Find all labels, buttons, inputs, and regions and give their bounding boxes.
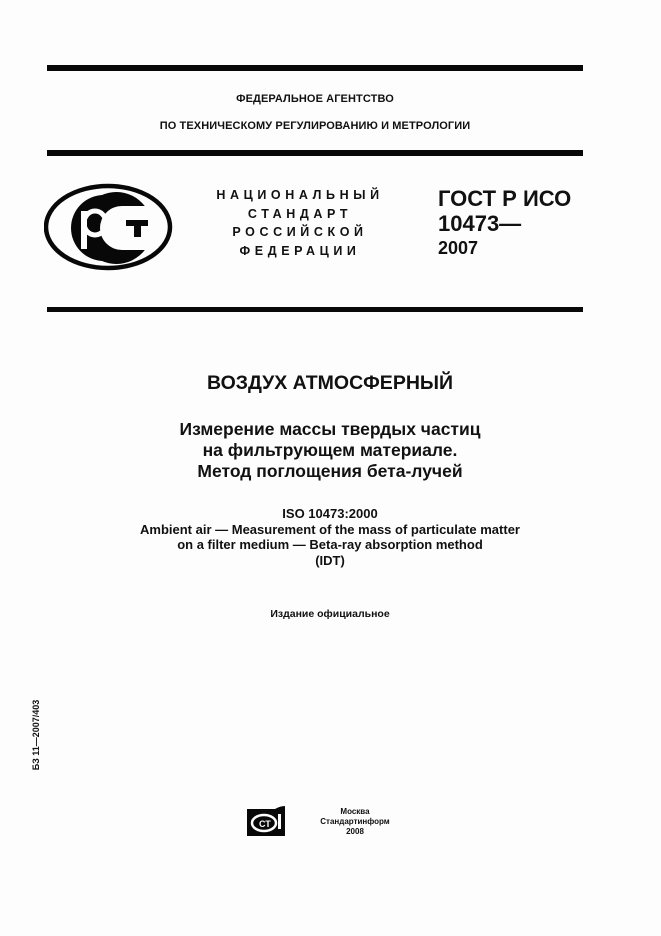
- subtitle-line: Измерение массы твердых частиц: [179, 419, 481, 439]
- document-title: ВОЗДУХ АТМОСФЕРНЫЙ: [206, 372, 454, 394]
- national-line: ФЕДЕРАЦИИ: [239, 243, 361, 258]
- designation-line-3: 2007: [438, 238, 479, 258]
- national-standard-label: [200, 186, 400, 260]
- top-rule: [47, 65, 583, 71]
- iso-code: ISO 10473:2000: [282, 506, 378, 521]
- document-subtitle: [47, 419, 613, 482]
- publisher-city: Москва: [340, 807, 370, 816]
- iso-title-line-2: on a filter medium — Beta-ray absorption method: [177, 537, 483, 552]
- standartinform-logo-icon: [247, 806, 285, 836]
- iso-title-line-1: Ambient air — Measurement of the mass of particulate matter: [140, 521, 520, 537]
- designation-line-2: 10473—: [438, 211, 522, 236]
- national-line: РОССИЙСКОЙ: [232, 225, 368, 239]
- national-line: НАЦИОНАЛЬНЫЙ: [216, 188, 384, 202]
- publisher-info: [300, 807, 410, 837]
- agency-line-2: ПО ТЕХНИЧЕСКОМУ РЕГУЛИРОВАНИЮ И МЕТРОЛОГИИ: [159, 120, 471, 132]
- agency-line-1: ФЕДЕРАЛЬНОЕ АГЕНТСТВО: [236, 93, 394, 105]
- designation-line-1: ГОСТ Р ИСО: [438, 186, 572, 211]
- edition-label: Издание официальное: [270, 608, 390, 620]
- subtitle-line: на фильтрующем материале.: [202, 440, 458, 460]
- svg-text:СТ: СТ: [259, 819, 271, 829]
- block-rule: [47, 307, 583, 312]
- side-code: БЗ 11—2007/403: [31, 699, 41, 771]
- publisher-year: 2008: [346, 827, 364, 836]
- iso-degree: (IDT): [315, 552, 345, 568]
- header-rule: [47, 150, 583, 156]
- rst-logo-icon: [44, 183, 176, 273]
- publisher-name: Стандартинформ: [320, 817, 390, 826]
- standard-designation: [438, 186, 571, 261]
- iso-reference: [47, 506, 613, 568]
- subtitle-line: Метод поглощения бета-лучей: [197, 461, 463, 481]
- national-line: СТАНДАРТ: [247, 206, 353, 221]
